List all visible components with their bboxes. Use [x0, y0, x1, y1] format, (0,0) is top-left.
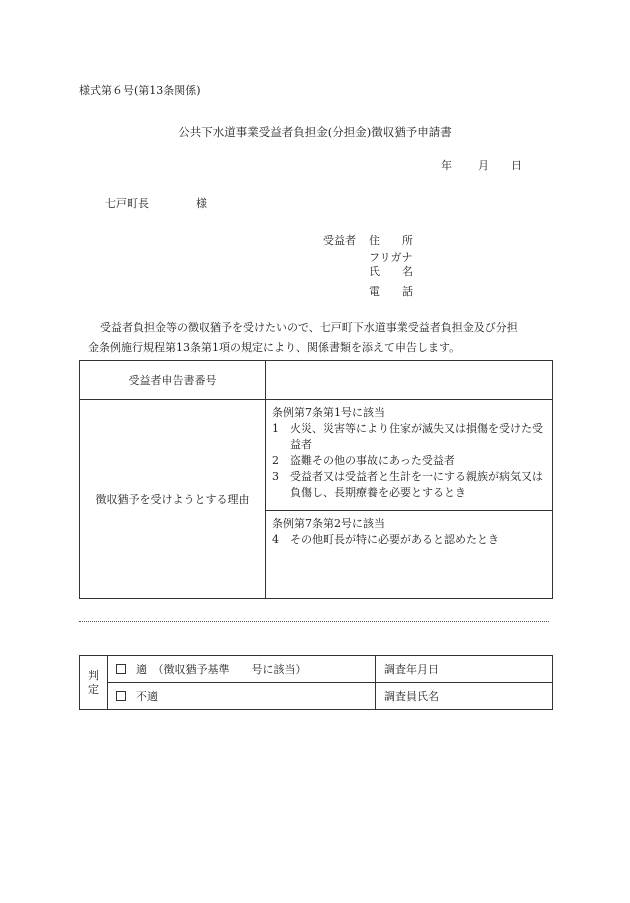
reason-item: 2 盗難その他の事故にあった受益者 — [272, 454, 455, 467]
reason-item: 4 その他町長が特に必要があると認めたとき — [272, 533, 499, 546]
judgment-label: 判 定 — [80, 656, 108, 710]
reason-group-2-heading: 条例第7条第2号に該当 — [272, 517, 385, 530]
date-year-label: 年 — [441, 159, 452, 172]
declaration-line-2: 金条例施行規程第13条第1項の規定により、関係書類を添えて申告します。 — [88, 341, 461, 354]
date-day-label: 日 — [511, 159, 522, 172]
declaration-line-1: 受益者負担金等の徴収猶予を受けたいので、七戸町下水道事業受益者負担金及び分担 — [100, 321, 518, 334]
application-number-label: 受益者申告書番号 — [80, 361, 266, 400]
survey-date-field[interactable]: 調査年月日 — [376, 656, 553, 683]
checkbox-icon[interactable] — [116, 691, 126, 701]
reason-group-2 — [266, 511, 553, 599]
surveyor-name-field[interactable]: 調査員氏名 — [376, 683, 553, 710]
reason-group-1 — [266, 400, 553, 511]
reason-group-1-heading: 条例第7条第1号に該当 — [272, 406, 385, 419]
addressee-name: 七戸町長 — [105, 197, 149, 210]
judgment-table — [79, 655, 553, 710]
reason-item: 3 受益者又は受益者と生計を一にする親族が病気又は負傷し、長期療養を必要とするとき — [272, 470, 543, 499]
application-number-field[interactable] — [266, 361, 553, 400]
approved-label: 適 （徴収猶予基準 号に該当） — [136, 663, 307, 676]
name-field-label: 氏 名 — [369, 265, 413, 278]
judgment-option-approved[interactable] — [108, 656, 376, 683]
application-table — [79, 360, 553, 599]
reason-item: 1 火災、災害等により住家が滅失又は損傷を受けた受益者 — [272, 422, 543, 451]
addressee-honorific: 様 — [196, 197, 207, 210]
applicant-block — [323, 232, 443, 302]
declaration-text — [88, 318, 558, 358]
cut-line-divider — [79, 621, 549, 622]
judgment-option-rejected[interactable] — [108, 683, 376, 710]
rejected-label: 不適 — [136, 690, 158, 703]
form-number-label: 様式第６号(第13条関係) — [79, 84, 201, 97]
reason-label: 徴収猶予を受けようとする理由 — [80, 400, 266, 599]
phone-field-label: 電 話 — [369, 285, 413, 298]
date-month-label: 月 — [478, 159, 489, 172]
furigana-field-label: フリガナ — [369, 251, 413, 264]
checkbox-icon[interactable] — [116, 664, 126, 674]
address-field-label: 住 所 — [369, 234, 413, 247]
applicant-label: 受益者 — [323, 234, 356, 247]
addressee — [105, 195, 207, 211]
document-title: 公共下水道事業受益者負担金(分担金)徴収猶予申請書 — [178, 125, 452, 139]
